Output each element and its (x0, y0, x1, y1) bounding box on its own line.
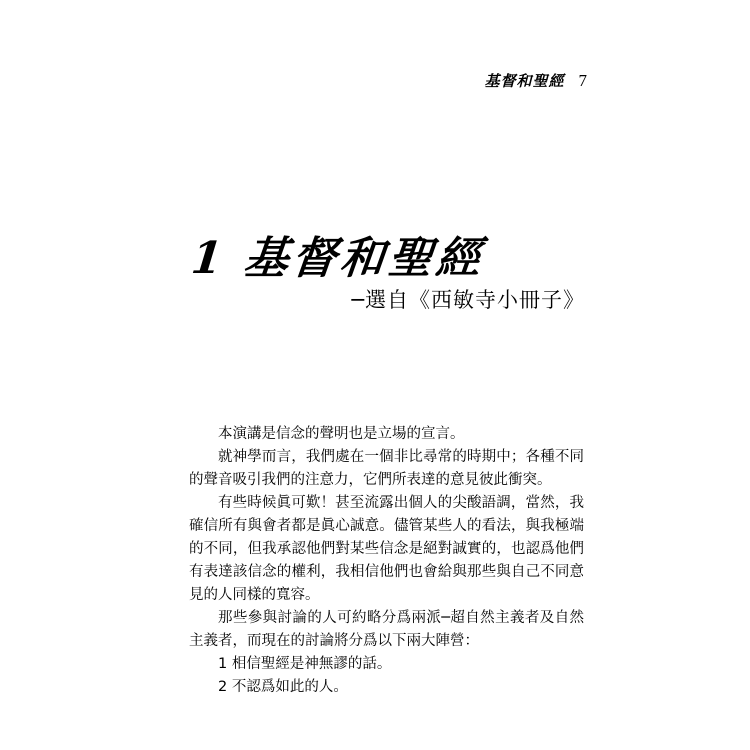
body-text (189, 423, 584, 699)
chapter-subtitle: ─選自《西敏寺小冊子》 (351, 288, 585, 312)
page-number: 7 (578, 71, 587, 90)
chapter-number: 1 (188, 233, 229, 284)
running-title: 基督和聖經 (484, 72, 565, 90)
paragraph: 本演講是信念的聲明也是立場的宣言。 (218, 426, 465, 442)
list-item: 1 相信聖經是神無謬的話。 (218, 656, 392, 672)
paragraph: 有些時候眞可歎！甚至流露出個人的尖酸語調，當然，我確信所有與會者都是眞心誠意。儘管某些人的看法，與我極端的不同，但我承認他們對某些信念是絕對誠實的，也認爲他們有表達該信念的權利，我相信他們也會給與那些與自己不同意見的人同樣的寬容。 (189, 495, 584, 603)
list-item: 2 不認爲如此的人。 (218, 679, 348, 695)
chapter-title-text: 基督和聖經 (241, 233, 487, 284)
paragraph: 那些參與討論的人可約略分爲兩派─超自然主義者及自然主義者，而現在的討論將分爲以下兩大陣營： (189, 610, 584, 649)
page-header (484, 70, 587, 91)
chapter-title (189, 222, 488, 286)
paragraph: 就神學而言，我們處在一個非比尋常的時期中；各種不同的聲音吸引我們的注意力，它們所表達的意見彼此衝突。 (189, 449, 584, 488)
